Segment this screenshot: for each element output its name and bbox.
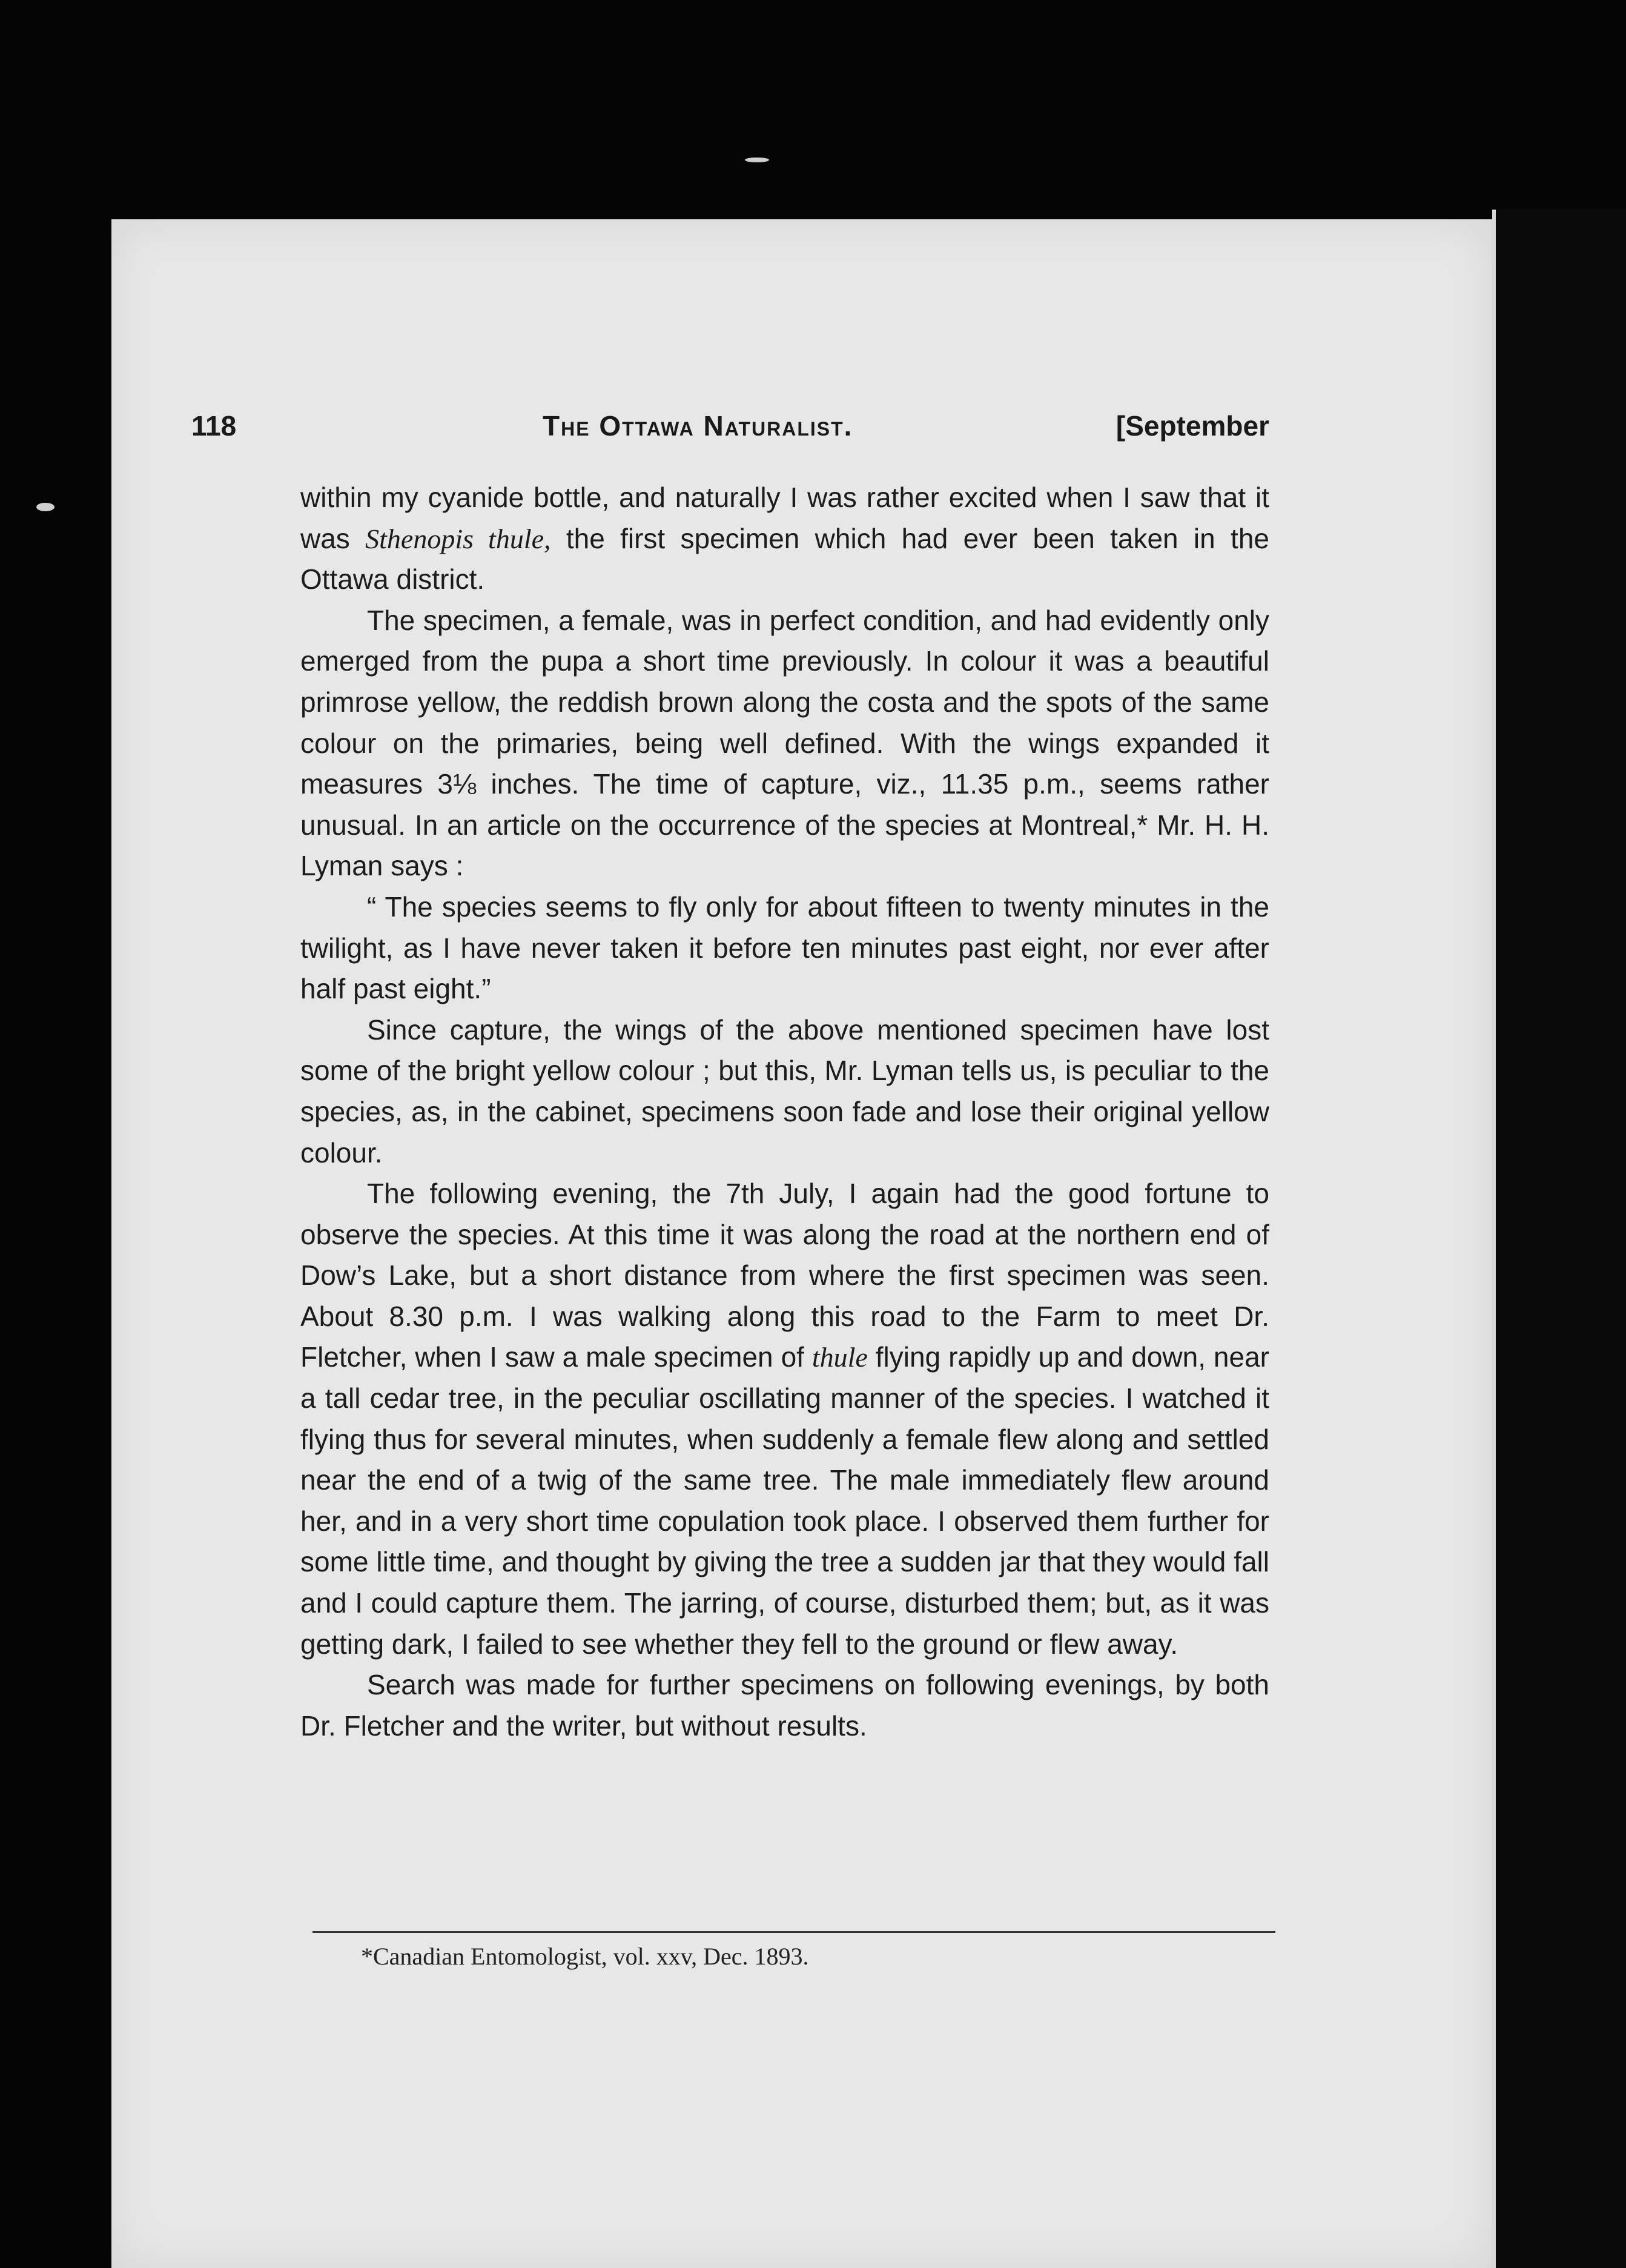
journal-title: The Ottawa Naturalist.: [543, 410, 853, 442]
footnote-rule: [312, 1931, 1275, 1933]
paragraph-2: The specimen, a female, was in perfect condition, and had evidently only emerged from the pupa a short time previously. In colour it was a beautiful primrose yellow, the reddish brown along the costa and the spots of the same colour on the primaries, being well defined. With the wings expanded it measures 3⅛ inches. The time of capture, viz., 11.35 p.m., seems rather unusual. In an article on the occurrence of the species at Montreal,* Mr. H. H. Lyman says :: [300, 604, 1269, 882]
paragraph-5-text-a: The following evening, the 7th July, I again had the good fortune to observe the species. At this time it was along the road at the northern end of Dow’s Lake, but a short distance from where the first specimen was seen. About 8.30 p.m. I was walking along this road to the Farm to meet Dr. Fletcher, when I saw a male specimen of: [300, 1178, 1269, 1373]
header-month: [September: [1115, 410, 1269, 442]
footnote: *Canadian Entomologist, vol. xxv, Dec. 1893.: [361, 1943, 809, 1970]
page-number: 118: [191, 410, 237, 442]
running-header: [191, 409, 1269, 452]
paragraph-6: Search was made for further specimens on following evenings, by both Dr. Fletcher and the writer, but without results.: [300, 1669, 1269, 1742]
paragraph-4: Since capture, the wings of the above mentioned specimen have lost some of the bright yellow colour ; but this, Mr. Lyman tells us, is peculiar to the species, as, in the cabinet, specimens soon fade and lose their original yellow colour.: [300, 1013, 1269, 1169]
scan-speck: [36, 503, 55, 511]
paragraph-5: [300, 1173, 1269, 1665]
paragraph-1-text-a: within my cyanide bottle, and naturally I was rather excited when I saw that it was: [300, 482, 1269, 554]
paragraph-5-text-b: flying rapidly up and down, near a tall cedar tree, in the peculiar oscillating manner of the species. I watched it flying thus for several minutes, when suddenly a female flew along and settled near the end of a twig of the same tree. The male immediately flew around her, and in a very short time copulation took place. I observed them further for some little time, and thought by giving the tree a sudden jar that they would fall and I could capture them. The jarring, of course, disturbed them; but, as it was getting dark, I failed to see whether they fell to the ground or flew away.: [300, 1341, 1269, 1660]
page-edge: [1492, 210, 1626, 2268]
article-body: [300, 477, 1269, 1746]
quote-paragraph: “ The species seems to fly only for about fifteen to twenty minutes in the twilight, as I have never taken it before ten minutes past eight, nor ever after half past eight.”: [300, 890, 1269, 1005]
species-thule-italic: thule: [811, 1342, 868, 1373]
paragraph-1-text-b: the first specimen which had ever been taken in the Ottawa district.: [300, 522, 1269, 595]
species-name-italic: Sthenopis thule,: [365, 523, 551, 554]
scan-speck: [745, 158, 769, 162]
paragraph-1: [300, 477, 1269, 600]
